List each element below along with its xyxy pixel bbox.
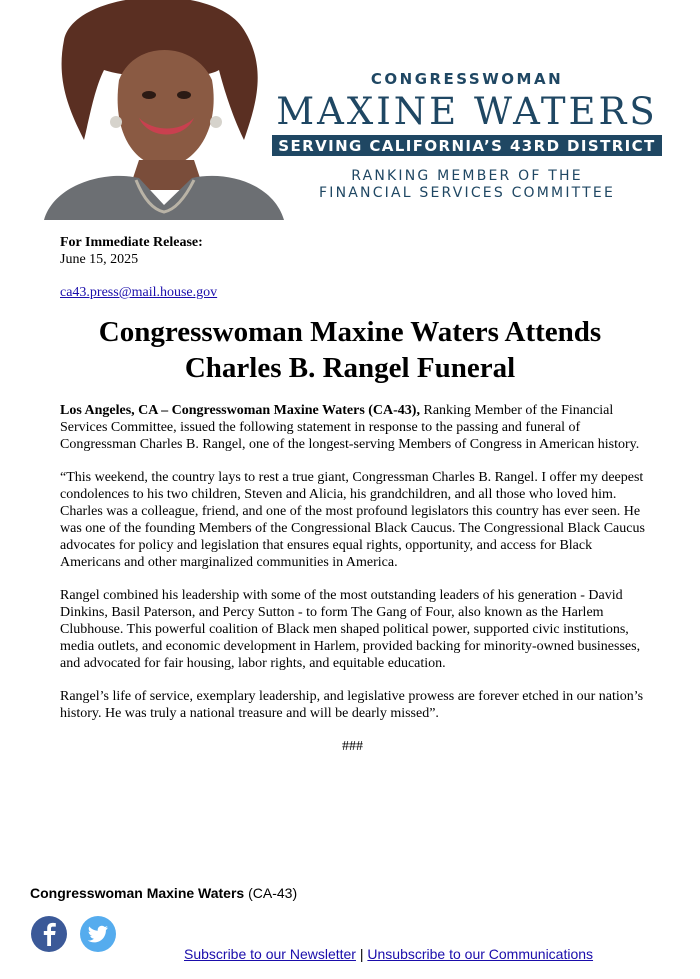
signature-name: Congresswoman Maxine Waters <box>30 885 245 901</box>
release-date: June 15, 2025 <box>60 252 139 267</box>
release-body <box>60 402 645 771</box>
brand-name: MAXINE WATERS <box>276 90 658 133</box>
press-release-title <box>40 314 660 386</box>
end-mark: ### <box>342 739 363 754</box>
lead-text: Ranking Member of the Financial Services Committee, issued the following statement in response to the passing and funeral of Congressman Charles B. Rangel, one of the longest-serving Members of Congress in American history. <box>60 403 640 452</box>
quote-paragraph-2: Rangel combined his leadership with some of the most outstanding leaders of his generation - David Dinkins, Basil Paterson, and Percy Sutton - to form The Gang of Four, also known as the Harlem Clubhouse. This powerful coalition of Black men shaped political power, supported civic institutions, media outlets, and economic development in Harlem, provided backing for minority-owned businesses, and advocated for fair housing, labor rights, and equitable education. <box>60 588 641 671</box>
unsubscribe-link[interactable]: Unsubscribe to our Communications <box>367 946 594 962</box>
subscribe-link[interactable]: Subscribe to our Newsletter <box>184 946 356 962</box>
title-line-1: Congresswoman Maxine Waters Attends <box>98 316 602 348</box>
header-banner <box>0 0 700 222</box>
release-meta <box>60 234 217 301</box>
quote-paragraph-1: “This weekend, the country lays to rest a true giant, Congressman Charles B. Rangel. I offer my deepest condolences to his two children, Steven and Alicia, his grandchildren, and all those who loved him. Charles was a colleague, friend, and one of the most profound legislators this country has ever seen. He was one of the founding Members of the Congressional Black Caucus. The Congressional Black Caucus advocates for policy and legislation that ensures equal rights, opportunity, and access for Black Americans and other marginalized communities in America. <box>60 470 645 570</box>
facebook-icon[interactable] <box>30 915 68 953</box>
dateline: Los Angeles, CA – Congresswoman Maxine Waters (CA-43), <box>60 403 420 418</box>
committee-role <box>262 168 672 202</box>
lead-paragraph <box>60 402 645 453</box>
quote-paragraph-3: Rangel’s life of service, exemplary leadership, and legislative prowess are forever etched in our nation’s history. He was truly a national treasure and will be dearly missed”. <box>60 689 644 721</box>
congresswoman-portrait <box>44 0 284 220</box>
brand-block <box>262 70 672 202</box>
signature-district: (CA-43) <box>244 885 298 901</box>
release-label: For Immediate Release: <box>60 235 203 250</box>
press-email-link[interactable]: ca43.press@mail.house.gov <box>60 285 218 300</box>
role-line-1: RANKING MEMBER OF THE <box>351 168 583 184</box>
title-line-2: Charles B. Rangel Funeral <box>184 352 516 384</box>
district-band: SERVING CALIFORNIA’S 43RD DISTRICT <box>272 135 661 156</box>
brand-kicker: CONGRESSWOMAN <box>370 70 564 88</box>
twitter-icon[interactable] <box>79 915 117 953</box>
role-line-2: FINANCIAL SERVICES COMMITTEE <box>318 185 616 201</box>
subscription-links <box>184 946 593 962</box>
signature <box>30 885 297 901</box>
link-separator: | <box>355 946 368 962</box>
